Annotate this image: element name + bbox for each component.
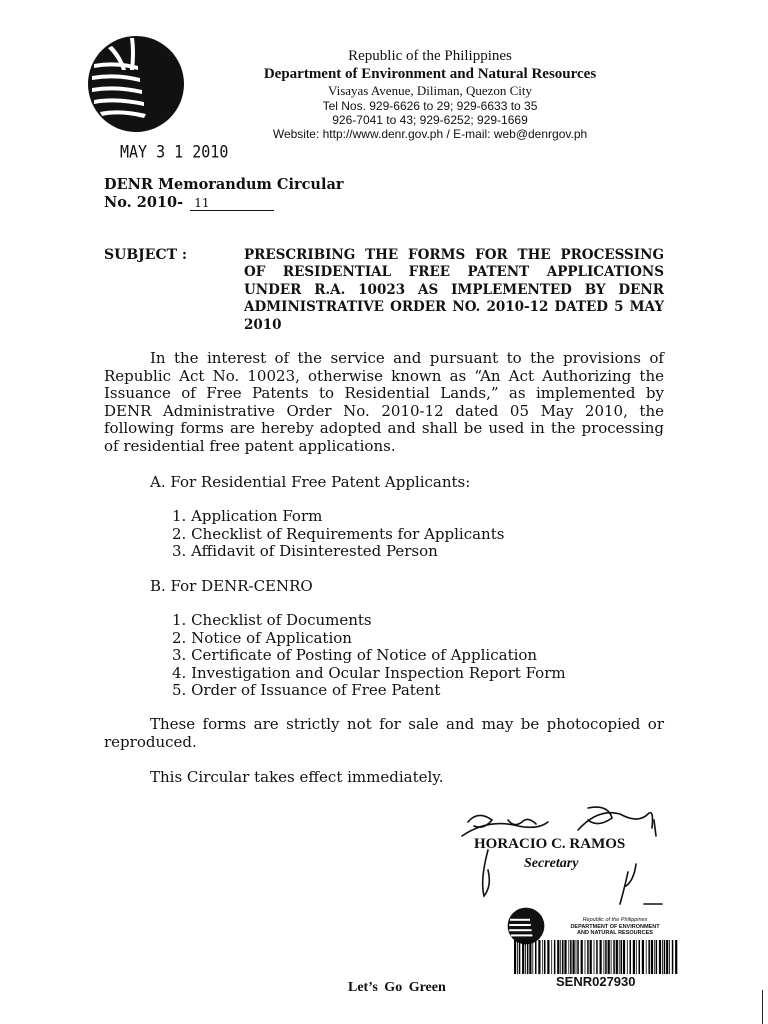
stamp-natural-resources: AND NATURAL RESOURCES [577,930,653,936]
circular-number [104,194,274,211]
header-website: Website: http://www.denr.gov.ph / E-mail: web@denrgov.ph [272,127,588,141]
intro-paragraph: In the interest of the service and pursuant to the provisions of Republic Act No. 10023, otherwise known as “An Act Authorizing the Issuance of Free Patents to Residential Lands,” as implemented by DENR Administrative Order No. 2010-12 dated 05 May 2010, the following forms are hereby adopted and shall be used in the processing of residential free patent applications. [104,349,664,455]
list-item: 2. Notice of Application [172,628,352,647]
subject-text: PRESCRIBING THE FORMS FOR THE PROCESSING OF RESIDENTIAL FREE PATENT APPLICATIONS UNDER R.A. 10023 AS IMPLEMENTED BY DENR ADMINISTRATIVE ORDER NO. 2010-12 DATED 5 MAY 2010 [244,247,664,333]
section-a-list [172,508,504,561]
list-item: 1. Application Form [172,507,323,525]
circular-number-value: 11 [190,196,274,211]
list-item: 3. Affidavit of Disinterested Person [172,542,438,561]
list-item: 1. Checklist of Documents [172,611,372,629]
list-item: 2. Checklist of Requirements for Applicants [172,524,505,543]
list-item: 3. Certificate of Posting of Notice of Application [172,646,538,665]
denr-logo [86,34,186,134]
list-item: 5. Order of Issuance of Free Patent [172,681,441,700]
header-tel-1: Tel Nos. 929-6626 to 29; 929-6633 to 35 [322,99,538,113]
circular-number-prefix: No. 2010- [104,194,189,211]
list-item: 4. Investigation and Ocular Inspection Report Form [172,663,566,682]
stamp-department: DEPARTMENT OF ENVIRONMENT [570,924,660,930]
section-b-label: B. For DENR-CENRO [150,577,313,595]
effectivity-statement: This Circular takes effect immediately. [150,768,444,786]
stamp-republic: Republic of the Philippines [582,917,648,923]
header-republic: Republic of the Philippines [348,48,512,64]
signatory-title: Secretary [524,856,579,871]
header-address: Visayas Avenue, Diliman, Quezon City [327,83,533,98]
header-tel-2: 926-7041 to 43; 929-6252; 929-1669 [332,113,528,127]
page-edge-line [762,990,763,1024]
signature-scribble [448,800,678,910]
closing-paragraph: These forms are strictly not for sale and may be photocopied or reproduced. [104,715,664,751]
circular-title: DENR Memorandum Circular [104,176,344,193]
subject-label: SUBJECT : [104,247,188,263]
date-stamp: MAY 3 1 2010 [120,141,229,163]
barcode [514,940,680,974]
footer-slogan: Let’s Go Green [348,980,446,995]
section-b-list [172,612,566,700]
signatory-name: HORACIO C. RAMOS [474,836,626,852]
section-a-label: A. For Residential Free Patent Applicants: [150,473,471,491]
header-department: Department of Environment and Natural Resources [263,66,597,82]
barcode-id: SENR027930 [556,974,636,989]
